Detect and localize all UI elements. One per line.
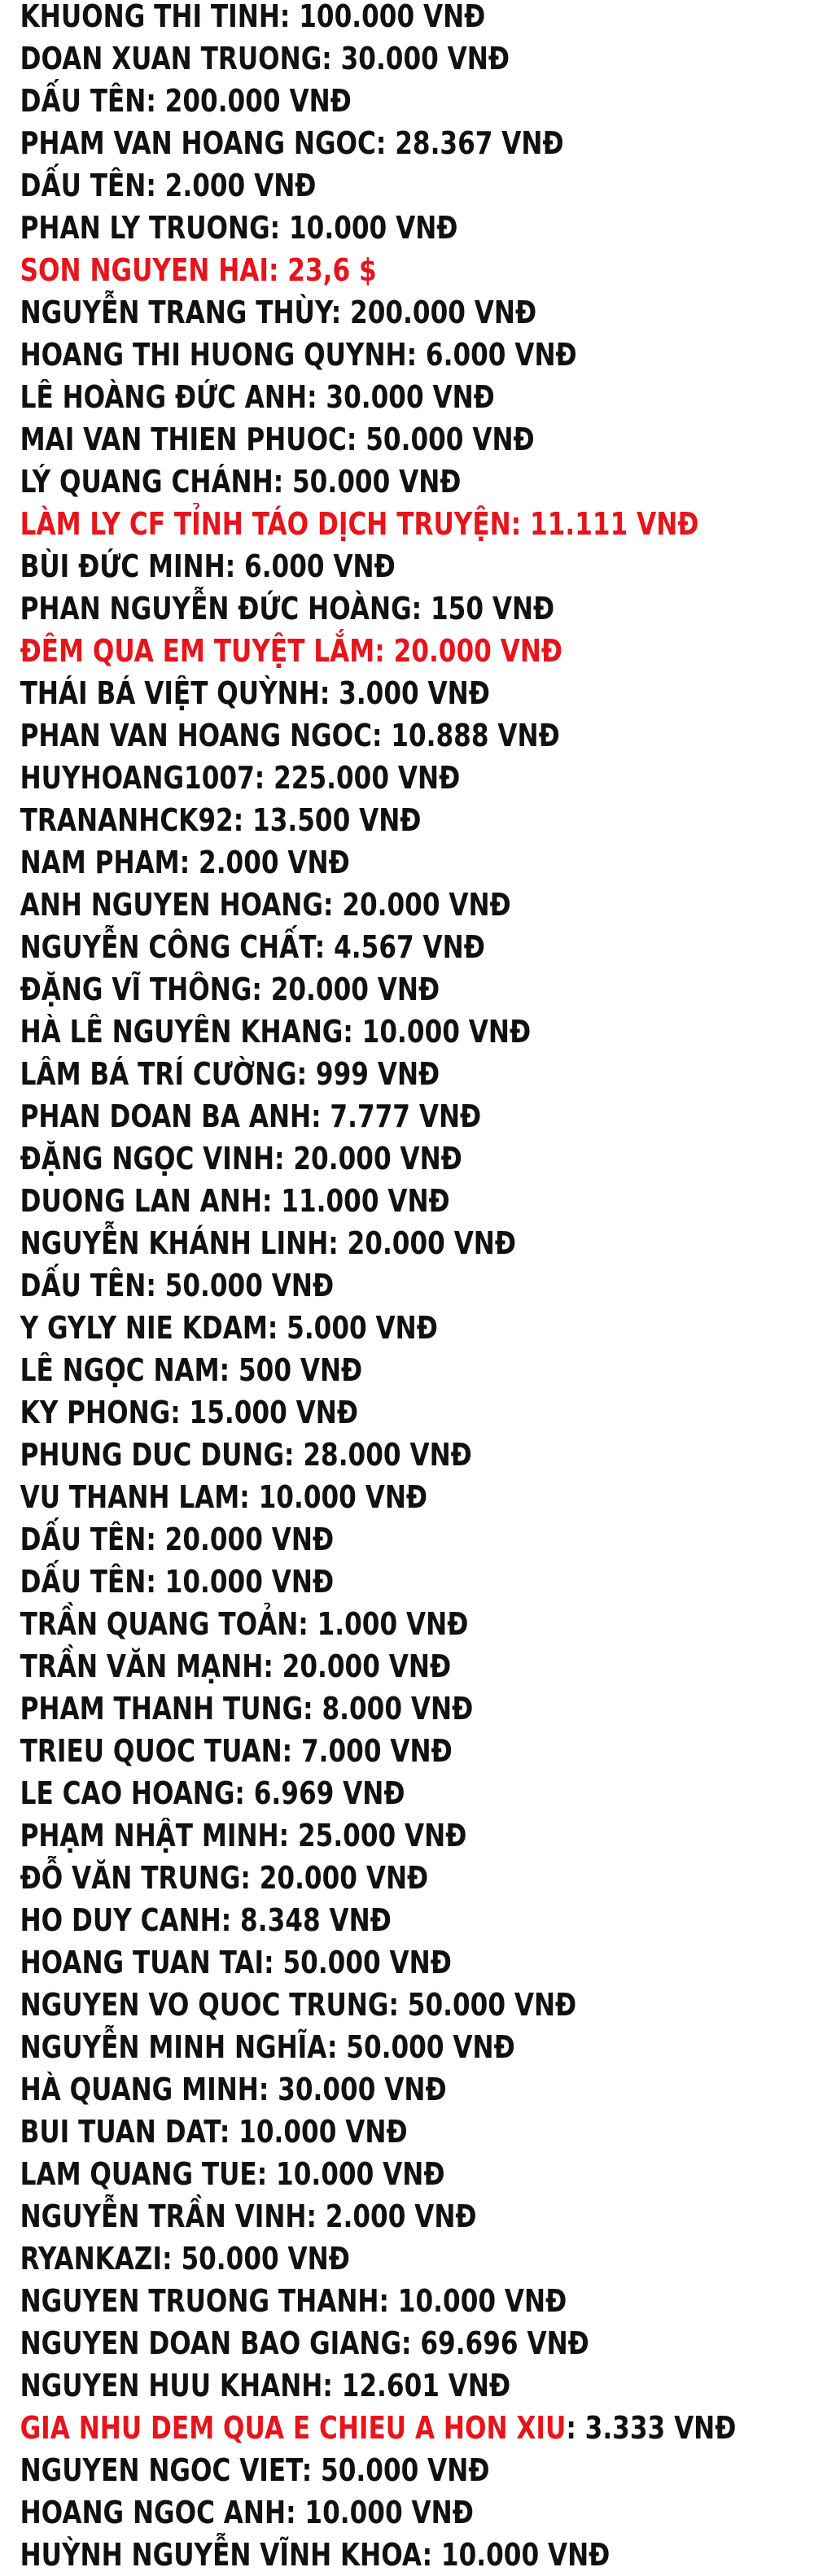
donor-entry — [0, 1814, 667, 1857]
donor-entry — [0, 1561, 667, 1603]
donor-entry — [0, 1349, 667, 1391]
donor-entry — [0, 1941, 667, 1984]
donor-entry — [0, 1687, 667, 1730]
donor-name: ĐỖ VĂN TRUNG — [20, 1860, 241, 1896]
separator: : — [263, 1648, 282, 1684]
donation-amount: 28.367 VNĐ — [395, 125, 564, 161]
separator: : — [256, 2156, 277, 2192]
donor-entry — [0, 2238, 667, 2280]
donor-name: HUỲNH NGUYỄN VĨNH KHOA — [20, 2537, 422, 2573]
donor-name: LÂM BÁ TRÍ CƯỜNG — [20, 1056, 297, 1092]
separator: : — [146, 168, 165, 203]
separator: : — [233, 802, 253, 838]
donor-entry — [0, 249, 667, 291]
separator: : — [298, 1606, 317, 1642]
donor-name: LÝ QUANG CHÁNH — [20, 464, 274, 500]
donor-name: HOANG TUAN TAI — [20, 1945, 265, 1980]
donor-name: VU THANH LAM — [20, 1479, 240, 1515]
donor-name: KY PHONG — [20, 1395, 171, 1430]
donation-amount: 2.000 VNĐ — [164, 168, 317, 203]
donation-amount: 50.000 VNĐ — [282, 1945, 452, 1980]
donor-name: BÙI ĐỨC MINH — [20, 548, 225, 584]
donor-entry — [0, 1053, 667, 1095]
donor-entry — [0, 545, 667, 587]
donation-amount: 10.000 VNĐ — [239, 2114, 408, 2150]
donation-amount: 20.000 VNĐ — [342, 887, 511, 923]
donor-entry — [0, 2195, 667, 2238]
separator: : — [322, 41, 341, 76]
donor-name: TRẦN QUANG TOẢN — [20, 1606, 299, 1642]
donation-amount: 50.000 VNĐ — [346, 2029, 515, 2065]
separator: : — [239, 1479, 259, 1515]
donation-amount: 13.500 VNĐ — [252, 802, 422, 838]
separator: : — [322, 2368, 342, 2404]
donor-name: KHUONG THI TINH — [20, 0, 280, 34]
donor-name: DUONG LAN ANH — [20, 1183, 262, 1219]
separator: : — [278, 1818, 298, 1853]
donor-name: THÁI BÁ VIỆT QUỲNH — [20, 675, 320, 711]
donor-entry — [0, 1391, 667, 1434]
separator: : — [319, 675, 339, 711]
donor-name: GIA NHU DEM QUA E CHIEU A HON XIU — [20, 2410, 567, 2446]
donor-name: TRANANHCK92 — [20, 802, 234, 838]
donor-entry — [0, 1222, 667, 1264]
donor-entry — [0, 1476, 667, 1518]
separator: : — [388, 1987, 408, 2023]
donor-name: NGUYỄN CÔNG CHẤT — [20, 929, 315, 965]
donor-entry — [0, 714, 667, 757]
donation-amount: 100.000 VNĐ — [299, 0, 486, 34]
separator: : — [146, 1522, 165, 1557]
donor-entry — [0, 1264, 667, 1307]
donor-entry — [0, 1137, 667, 1180]
donation-amount: 30.000 VNĐ — [326, 379, 495, 415]
separator: : — [267, 1310, 287, 1346]
donation-amount: 11.111 VNĐ — [530, 506, 699, 542]
donation-amount: 20.000 VNĐ — [347, 1225, 517, 1261]
donor-entry — [0, 2322, 667, 2364]
separator: : — [240, 1860, 260, 1896]
donor-name: NGUYEN HUU KHANH — [20, 2368, 323, 2404]
donation-amount: 6.000 VNĐ — [425, 337, 577, 373]
separator: : — [411, 591, 431, 627]
donor-name: NGUYỄN TRẦN VINH — [20, 2198, 307, 2234]
donation-amount: 8.000 VNĐ — [322, 1691, 474, 1727]
donor-name: NGUYỄN KHÁNH LINH — [20, 1225, 329, 1261]
donation-amount: 30.000 VNĐ — [340, 41, 510, 76]
separator: : — [286, 2495, 305, 2530]
separator: : — [406, 337, 426, 373]
separator: : — [374, 633, 394, 669]
donor-entry — [0, 164, 667, 207]
donation-amount: 4.567 VNĐ — [334, 929, 485, 965]
donor-entry — [0, 1518, 667, 1561]
donor-name: NGUYEN NGOC VIET — [20, 2452, 302, 2488]
separator: : — [261, 1183, 282, 1219]
donation-amount: 50.000 VNĐ — [321, 2452, 490, 2488]
separator: : — [307, 379, 326, 415]
donation-amount: 12.601 VNĐ — [341, 2368, 511, 2404]
donation-amount: 10.000 VNĐ — [440, 2537, 610, 2573]
donor-name: LÊ HOÀNG ĐỨC ANH — [20, 379, 308, 415]
donor-name: PHẠM NHẬT MINH — [20, 1818, 279, 1853]
separator: : — [219, 1352, 239, 1388]
donor-entry — [0, 1645, 667, 1687]
donor-entry — [0, 2153, 667, 2195]
donation-amount: 7.000 VNĐ — [300, 1733, 453, 1769]
donor-name: HUYHOANG1007 — [20, 760, 255, 796]
donation-amount: 1.000 VNĐ — [317, 1606, 469, 1642]
donor-name: DOAN XUAN TRUONG — [20, 41, 322, 76]
donor-entry — [0, 841, 667, 884]
separator: : — [282, 1733, 301, 1769]
donation-amount: 10.888 VNĐ — [391, 718, 560, 753]
donor-name: NGUYEN VO QUOC TRUNG — [20, 1987, 389, 2023]
donor-entry — [0, 291, 667, 334]
donor-entry — [0, 122, 667, 164]
donor-entry — [0, 1095, 667, 1137]
donor-name: MAI VAN THIEN PHUOC — [20, 421, 347, 457]
donor-entry — [0, 587, 667, 630]
separator: : — [225, 548, 245, 584]
donor-entry — [0, 1307, 667, 1349]
donor-entry — [0, 0, 667, 37]
donation-amount: 23,6 $ — [287, 252, 377, 288]
separator: : — [179, 845, 199, 880]
separator: : — [254, 760, 274, 796]
donor-entry — [0, 757, 667, 799]
donor-entry — [0, 1984, 667, 2026]
donation-amount: 50.000 VNĐ — [181, 2241, 350, 2277]
donor-name: PHAN VAN HOANG NGOC — [20, 718, 372, 753]
donor-name: ĐẶNG VĨ THÔNG — [20, 971, 252, 1007]
donor-name: DẤU TÊN — [20, 83, 147, 119]
donation-amount: 69.696 VNĐ — [420, 2325, 589, 2361]
donor-entry — [0, 799, 667, 841]
donor-entry — [0, 1603, 667, 1645]
separator: : — [311, 1098, 330, 1134]
donor-name: NGUYEN TRUONG THANH — [20, 2283, 379, 2319]
donor-name: PHAN LY TRUONG — [20, 210, 270, 246]
donation-amount: 3.333 VNĐ — [584, 2410, 737, 2446]
separator: : — [146, 83, 165, 119]
donor-entry — [0, 2534, 667, 2576]
donor-name: LAM QUANG TUE — [20, 2156, 257, 2192]
separator: : — [375, 125, 396, 161]
donor-entry — [0, 884, 667, 926]
donor-name: TRẦN VĂN MẠNH — [20, 1648, 264, 1684]
donor-name: DẤU TÊN — [20, 1522, 147, 1557]
donor-entry — [0, 672, 667, 714]
donation-amount: 20.000 VNĐ — [282, 1648, 452, 1684]
donor-entry — [0, 1772, 667, 1814]
donation-amount: 20.000 VNĐ — [293, 1141, 462, 1177]
donor-name: LÊ NGỌC NAM — [20, 1352, 220, 1388]
separator: : — [274, 1141, 294, 1177]
separator: : — [314, 929, 335, 965]
separator: : — [234, 1775, 254, 1811]
donor-name: HOANG THI HUONG QUYNH — [20, 337, 407, 373]
separator: : — [566, 2410, 585, 2446]
donation-amount: 20.000 VNĐ — [393, 633, 563, 669]
separator: : — [170, 1395, 190, 1430]
donation-amount: 10.000 VNĐ — [258, 1479, 428, 1515]
donation-amount: 10.000 VNĐ — [397, 2283, 567, 2319]
separator: : — [510, 506, 531, 542]
separator: : — [269, 210, 289, 246]
donation-amount: 2.000 VNĐ — [325, 2198, 477, 2234]
donation-amount: 28.000 VNĐ — [303, 1437, 472, 1473]
donor-entry — [0, 376, 667, 418]
donor-name: HO DUY CANH — [20, 1902, 221, 1938]
donor-name: LE CAO HOANG — [20, 1775, 235, 1811]
donor-entry — [0, 2407, 737, 2449]
donation-amount: 6.969 VNĐ — [253, 1775, 405, 1811]
donor-entry — [0, 1857, 667, 1899]
donor-entry — [0, 1011, 667, 1053]
donation-amount: 11.000 VNĐ — [281, 1183, 450, 1219]
separator: : — [296, 1056, 316, 1092]
donor-name: LÀM LY CF TỈNH TÁO DỊCH TRUYỆN — [20, 506, 511, 542]
donation-amount: 20.000 VNĐ — [164, 1522, 335, 1557]
donor-entry — [0, 1899, 667, 1941]
donation-amount: 30.000 VNĐ — [278, 2072, 447, 2107]
donation-amount: 20.000 VNĐ — [270, 971, 440, 1007]
donor-entry — [0, 461, 667, 503]
donor-name: DẤU TÊN — [20, 1564, 147, 1600]
donor-name: ĐẶNG NGỌC VINH — [20, 1141, 275, 1177]
donation-amount: 50.000 VNĐ — [365, 421, 535, 457]
separator: : — [273, 464, 293, 500]
donor-entry — [0, 2026, 667, 2068]
donor-entry — [0, 503, 699, 545]
donor-entry — [0, 37, 667, 80]
donor-entry — [0, 2111, 667, 2153]
donation-amount: 25.000 VNĐ — [297, 1818, 467, 1853]
donor-entry — [0, 2364, 667, 2407]
donor-name: NGUYỄN MINH NGHĨA — [20, 2029, 327, 2065]
donation-amount: 50.000 VNĐ — [292, 464, 462, 500]
donor-entry — [0, 2068, 667, 2111]
separator: : — [146, 1564, 165, 1600]
donor-name: SON NGUYEN HAI — [20, 252, 269, 288]
donation-amount: 10.000 VNĐ — [164, 1564, 335, 1600]
donor-entry — [0, 334, 667, 376]
separator: : — [346, 421, 366, 457]
donation-amount: 999 VNĐ — [315, 1056, 440, 1092]
donor-name: PHAM VAN HOANG NGOC — [20, 125, 376, 161]
donor-entry — [0, 1730, 667, 1772]
donation-amount: 200.000 VNĐ — [164, 83, 352, 119]
separator: : — [162, 2241, 182, 2277]
donor-name: PHUNG DUC DUNG — [20, 1437, 285, 1473]
separator: : — [252, 971, 271, 1007]
separator: : — [303, 1691, 322, 1727]
donor-name: NGUYỄN TRANG THÙY — [20, 295, 331, 330]
separator: : — [284, 1437, 304, 1473]
donor-entry — [0, 1180, 667, 1222]
separator: : — [258, 2072, 278, 2107]
donor-entry — [0, 2449, 667, 2491]
donor-entry — [0, 1434, 667, 1476]
donor-entry — [0, 968, 667, 1011]
separator: : — [422, 2537, 441, 2573]
separator: : — [401, 2325, 421, 2361]
donation-amount: 10.000 VNĐ — [304, 2495, 474, 2530]
separator: : — [330, 295, 351, 330]
separator: : — [322, 887, 343, 923]
donor-name: TRIEU QUOC TUAN — [20, 1733, 282, 1769]
donation-amount: 8.348 VNĐ — [240, 1902, 392, 1938]
donor-name: DẤU TÊN — [20, 168, 147, 203]
separator: : — [328, 1225, 348, 1261]
donation-amount: 7.777 VNĐ — [330, 1098, 482, 1134]
donor-name: HÀ LÊ NGUYÊN KHANG — [20, 1014, 344, 1050]
donor-entry — [0, 207, 667, 249]
separator: : — [264, 1945, 283, 1980]
donation-amount: 20.000 VNĐ — [259, 1860, 429, 1896]
donor-name: ĐÊM QUA EM TUYỆT LẮM — [20, 633, 375, 669]
donor-name: PHAM THANH TUNG — [20, 1691, 304, 1727]
donor-name: RYANKAZI — [20, 2241, 163, 2277]
donation-amount: 150 VNĐ — [430, 591, 555, 627]
donor-entry — [0, 926, 667, 968]
separator: : — [301, 2452, 322, 2488]
donation-amount: 225.000 VNĐ — [274, 760, 461, 796]
donor-name: Y GYLY NIE KDAM — [20, 1310, 268, 1346]
donor-name: HÀ QUANG MINH — [20, 2072, 259, 2107]
donor-entry — [0, 2280, 667, 2322]
donor-name: ANH NGUYEN HOANG — [20, 887, 323, 923]
donation-amount: 15.000 VNĐ — [189, 1395, 358, 1430]
separator: : — [219, 2114, 239, 2150]
donor-name: BUI TUAN DAT — [20, 2114, 220, 2150]
donation-amount: 6.000 VNĐ — [244, 548, 396, 584]
donor-name: HOANG NGOC ANH — [20, 2495, 287, 2530]
donation-amount: 3.000 VNĐ — [339, 675, 490, 711]
donor-entry — [0, 80, 667, 122]
donation-amount: 500 VNĐ — [238, 1352, 363, 1388]
separator: : — [268, 252, 288, 288]
donation-amount: 50.000 VNĐ — [164, 1268, 335, 1303]
donor-name: PHAN DOAN BA ANH — [20, 1098, 312, 1134]
donor-entry — [0, 418, 667, 461]
separator: : — [221, 1902, 241, 1938]
separator: : — [371, 718, 392, 753]
donor-name: NGUYEN DOAN BAO GIANG — [20, 2325, 402, 2361]
donor-name: DẤU TÊN — [20, 1268, 147, 1303]
donor-name: PHAN NGUYỄN ĐỨC HOÀNG — [20, 591, 412, 627]
separator: : — [146, 1268, 165, 1303]
donation-amount: 10.000 VNĐ — [276, 2156, 445, 2192]
donor-name: NAM PHAM — [20, 845, 180, 880]
donor-entry — [0, 2491, 667, 2534]
separator: : — [343, 1014, 362, 1050]
donation-amount: 2.000 VNĐ — [199, 845, 350, 880]
donor-entry — [0, 630, 667, 672]
separator: : — [279, 0, 300, 34]
donation-amount: 10.000 VNĐ — [361, 1014, 532, 1050]
separator: : — [379, 2283, 398, 2319]
separator: : — [326, 2029, 347, 2065]
donation-amount: 10.000 VNĐ — [288, 210, 458, 246]
donation-amount: 50.000 VNĐ — [407, 1987, 577, 2023]
separator: : — [306, 2198, 326, 2234]
donation-amount: 200.000 VNĐ — [350, 295, 537, 330]
donation-amount: 5.000 VNĐ — [287, 1310, 438, 1346]
